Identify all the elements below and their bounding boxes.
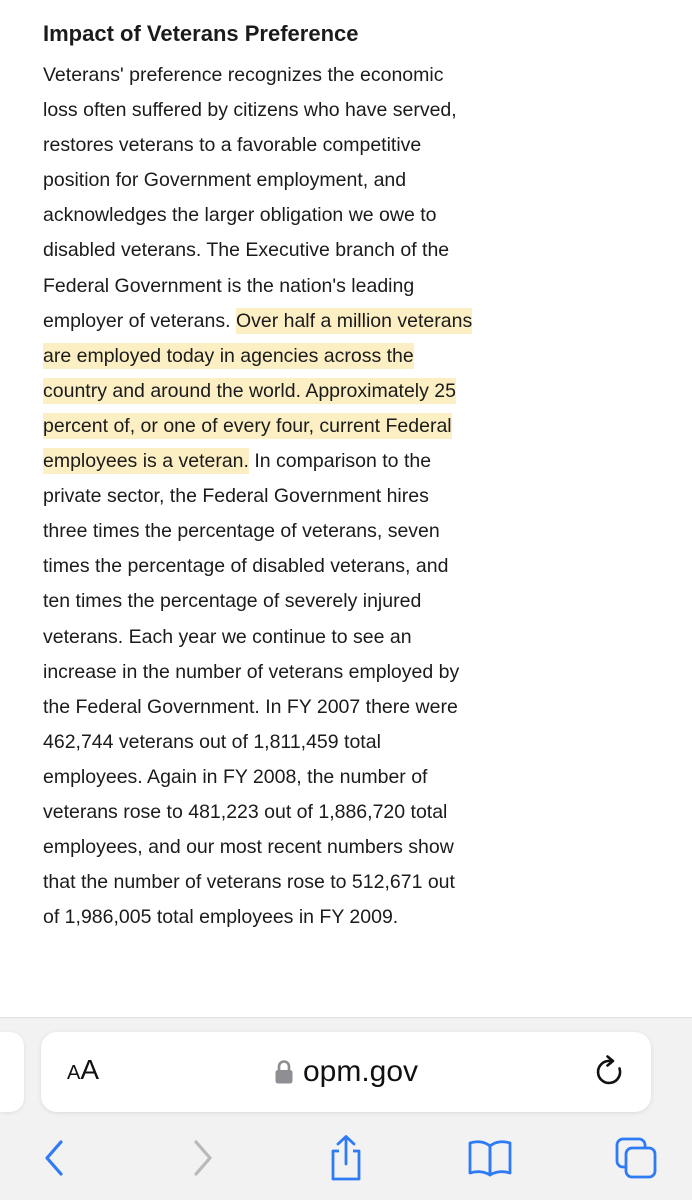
back-button[interactable] [30, 1134, 78, 1182]
article [43, 18, 473, 935]
forward-button[interactable] [179, 1134, 227, 1182]
address-bar[interactable] [41, 1032, 651, 1112]
share-icon [326, 1134, 366, 1182]
tabs-icon [613, 1135, 659, 1181]
share-button[interactable] [322, 1134, 370, 1182]
article-title: Impact of Veterans Preference [43, 21, 359, 46]
paragraph-text-after: In comparison to the private sector, the Federal Government hires three times the percentage of veterans, seven times the percentage of disabled veterans, and ten times the percentage of severely injured veterans. Each year we continue to see an increase in the number of veterans employed by the Federal Government. In FY 2007 there were 462,744 veterans out of 1,811,459 total employees. Again in FY 2008, the number of veterans rose to 481,223 out of 1,886,720 total employees, and our most recent numbers show that the number of veterans rose to 512,671 out of 1,986,005 total employees in FY 2009. [43, 450, 460, 929]
highlighted-text: Over half a million veterans are employed today in agencies across the country and around the world. Approximately 25 percent of, or one of every four, current Federal employees is a veteran. [43, 309, 473, 473]
reload-icon[interactable] [593, 1055, 627, 1089]
back-chevron-icon [42, 1139, 66, 1177]
forward-chevron-icon [191, 1139, 215, 1177]
url-display[interactable] [41, 1052, 651, 1092]
aa-big-letter: A [80, 1054, 100, 1085]
lock-icon [274, 1059, 294, 1085]
bookmarks-button[interactable] [466, 1134, 514, 1182]
previous-tab-edge[interactable] [0, 1032, 24, 1112]
aa-small-letter: A [67, 1062, 81, 1084]
book-icon [466, 1138, 514, 1178]
url-text: opm.gov [302, 1055, 419, 1088]
paragraph-text-before: Veterans' preference recognizes the economic loss often suffered by citizens who have served, restores veterans to a favorable competitive position for Government employment, and acknowledges the larger obligation we owe to disabled veterans. The Executive branch of the Federal Government is the nation's leading employer of veterans. [43, 64, 457, 332]
tabs-button[interactable] [612, 1134, 660, 1182]
article-paragraph [43, 58, 473, 935]
